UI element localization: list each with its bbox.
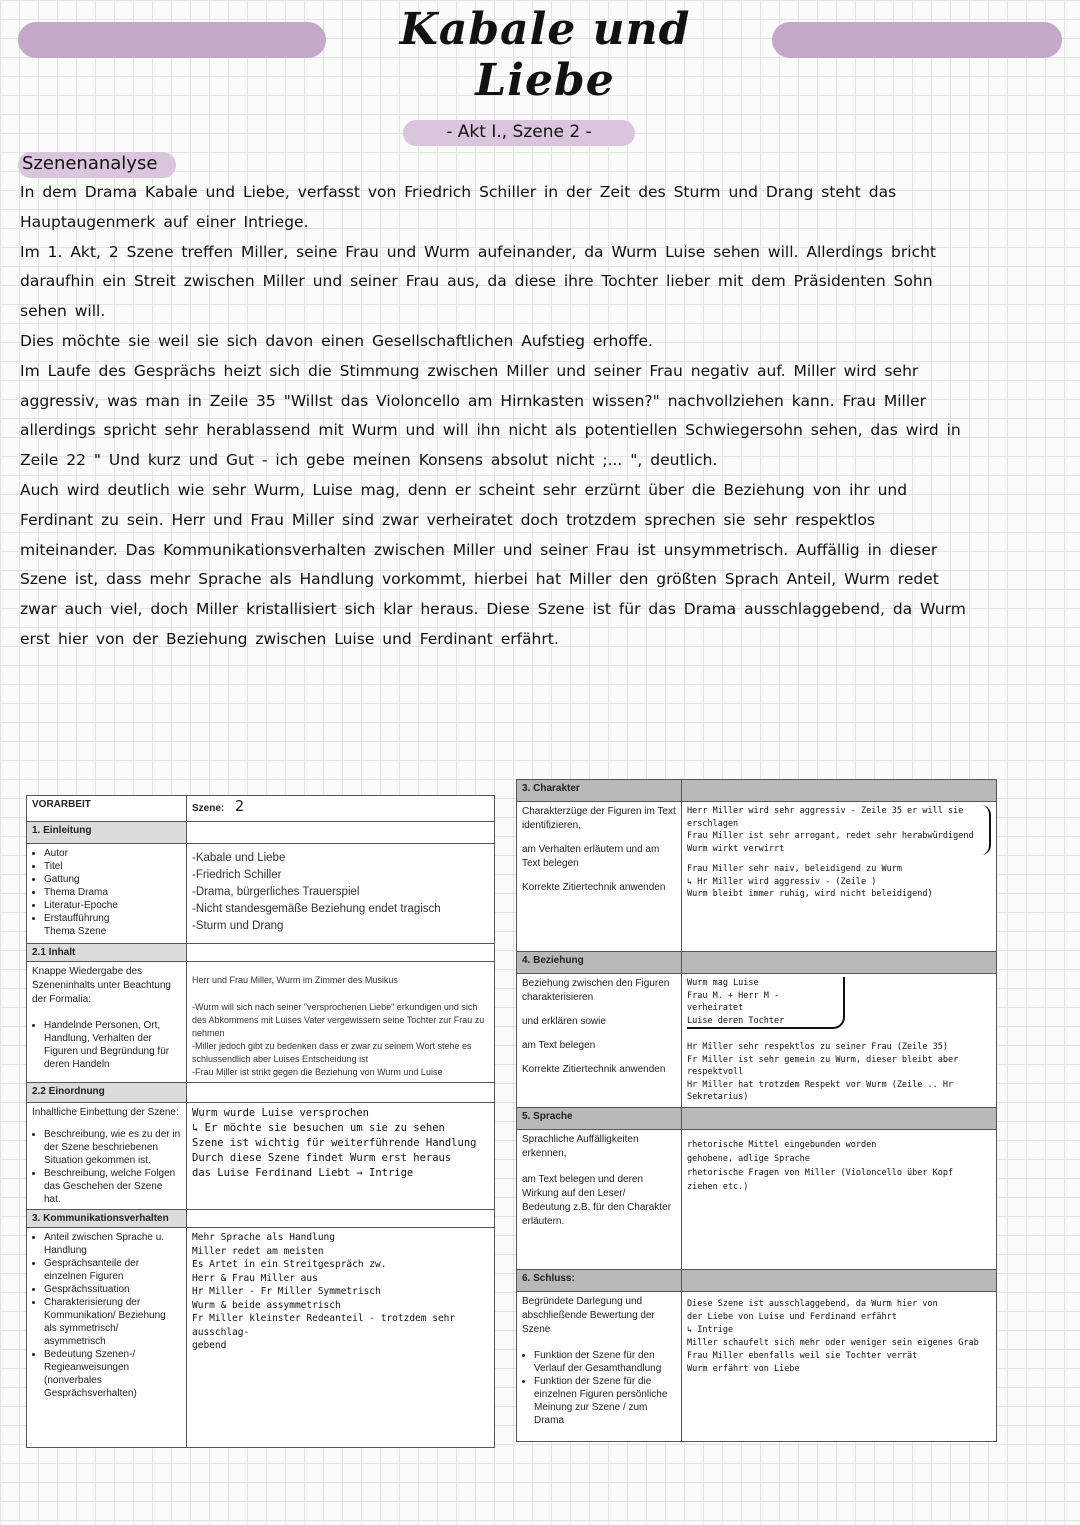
sprache-prompts — [517, 1129, 682, 1269]
prompt: Sprachliche Auffälligkeiten erkennen, — [522, 1133, 639, 1159]
charakter-answers — [682, 802, 997, 952]
einordnung-label: 2.2 Einordnung — [27, 1083, 187, 1103]
einordnung-answers — [187, 1103, 495, 1210]
inhalt-header — [27, 944, 495, 962]
einleitung-row — [27, 844, 495, 944]
answer-line: Mehr Sprache als Handlung — [192, 1232, 335, 1243]
answer-line: ↳ Intrige — [687, 1324, 734, 1335]
beziehung-row — [517, 974, 997, 1108]
charakter-header — [517, 780, 997, 802]
list-item: • Gesprächsanteile der einzelnen Figuren — [44, 1257, 181, 1283]
answer-line: gehobene, adlige Sprache — [687, 1153, 810, 1164]
einordnung-prompt: Inhaltliche Einbettung der Szene: — [32, 1107, 179, 1118]
answer-line: Fr Miller kleinster Redeanteil - trotzdem sehr ausschlag- — [192, 1313, 456, 1338]
list-item: • Charakterisierung der Kommunikation/ Beziehung als symmetrisch/ asymmetrisch — [44, 1296, 181, 1348]
answer-line: -Nicht standesgemäße Beziehung endet tragisch — [192, 903, 441, 915]
page-subtitle: - Akt I., Szene 2 - — [446, 122, 592, 142]
header-bar-left — [18, 22, 326, 58]
answer-line: Fr Miller ist sehr gemein zu Wurm, dieser bleibt aber respektvoll — [687, 1054, 959, 1077]
beziehung-header-blank — [682, 952, 997, 974]
beziehung-prompts — [517, 974, 682, 1108]
answer-line: Miller redet am meisten — [192, 1245, 324, 1257]
essay-paragraph: Dies möchte sie weil sie sich davon einen Gesellschaftlichen Aufstieg erhoffe. — [20, 331, 653, 350]
prompt: Charakterzüge der Figuren im Text identifizieren, — [522, 806, 676, 831]
einleitung-answers — [187, 844, 495, 944]
essay-paragraph: Im Laufe des Gesprächs heizt sich die Stimmung zwischen Miller und seiner Frau negativ auf. Miller wird sehr aggressiv, was man in Zeile 35 "Willst das Violoncello am Hirnkasten wissen?" nachvollziehen kann. Frau Miller allerdings spricht sehr herablassend mit Wurm und will ihn nicht als potentiellen Schwiegersohn sehen, das wird in Zeile 22 " Und kurz und Gut - ich gebe meinen Konsens absolut nicht ;... ", deutlich. — [20, 361, 961, 470]
szene-cell — [187, 796, 495, 822]
answer-line: rhetorische Fragen von Miller (Violoncello über Kopf — [687, 1167, 954, 1178]
list-item: • Titel — [44, 860, 181, 873]
vorarbeit-row — [27, 796, 495, 822]
answer-line: Durch diese Szene findet Wurm erst heraus — [192, 1152, 452, 1164]
sprache-label: 5. Sprache — [517, 1107, 682, 1129]
inhalt-header-blank — [187, 944, 495, 962]
essay-paragraph: Im 1. Akt, 2 Szene treffen Miller, seine Frau und Wurm aufeinander, da Wurm Luise sehen will. Allerdings bricht daraufhin ein Streit zwischen Miller und seiner Frau aus, da diese ihre Tochter lieber mit dem Präsidenten Sohn sehen will. — [20, 242, 936, 321]
kommunikation-answers — [187, 1228, 495, 1448]
list-item: • Gesprächssituation — [44, 1283, 181, 1296]
answer-line: das Luise Ferdinand Liebt → Intrige — [192, 1167, 414, 1179]
sprache-header-blank — [682, 1107, 997, 1129]
list-item: • Erstaufführung — [44, 912, 181, 925]
list-item: • Gattung — [44, 873, 181, 886]
list-item: • Funktion der Szene für die einzelnen Figuren persönliche Meinung zur Szene / zum Drama — [534, 1375, 676, 1427]
sprache-header — [517, 1107, 997, 1129]
answer-line: Frau Miller sehr naiv, beleidigend zu Wurm — [687, 864, 902, 874]
answer-line: Hr Miller sehr respektlos zu seiner Frau (Zeile 35) — [687, 1042, 948, 1052]
einordnung-header — [27, 1083, 495, 1103]
answer-line: -Frau Miller ist strikt gegen die Beziehung von Wurm und Luise — [192, 1067, 443, 1077]
list-item: • Bedeutung Szenen-/ Regieanweisungen (nonverbales Gesprächsverhalten) — [44, 1348, 181, 1400]
answer-line: Herr Miller wird sehr aggressiv - Zeile 35 er will sie erschlagen — [687, 806, 964, 829]
answer-line: Frau Miller ist sehr arrogant, redet sehr herabwürdigend — [687, 831, 974, 841]
schluss-header-blank — [682, 1269, 997, 1291]
schluss-row — [517, 1291, 997, 1441]
schluss-label: 6. Schluss: — [517, 1269, 682, 1291]
charakter-prompts — [517, 802, 682, 952]
answer-line: der Liebe von Luise und Ferdinand erfährt — [687, 1311, 897, 1322]
inhalt-row — [27, 962, 495, 1083]
list-item: • Thema Drama — [44, 886, 181, 899]
sprache-row — [517, 1129, 997, 1269]
answer-line: Luise deren Tochter — [687, 1015, 785, 1026]
list-item: • Literatur-Epoche — [44, 899, 181, 912]
inhalt-prompts — [27, 962, 187, 1083]
schluss-answers — [682, 1291, 997, 1441]
answer-line: -Drama, bürgerliches Trauerspiel — [192, 886, 360, 898]
einordnung-header-blank — [187, 1083, 495, 1103]
beziehung-label: 4. Beziehung — [517, 952, 682, 974]
vorarbeit-label: VORARBEIT — [27, 796, 187, 822]
list-item: • Autor — [44, 847, 181, 860]
answer-line: gebend — [192, 1340, 227, 1351]
essay-paragraph: In dem Drama Kabale und Liebe, verfasst von Friedrich Schiller in der Zeit des Sturm und Drang steht das Hauptaugenmerk auf einer Intriege. — [20, 183, 897, 231]
beziehung-answers — [682, 974, 997, 1108]
charakter-row — [517, 802, 997, 952]
inhalt-prompt: Knappe Wiedergabe des Szeneninhalts unter Beachtung der Formalia: — [32, 966, 171, 1005]
list-item: • Anteil zwischen Sprache u. Handlung — [44, 1231, 181, 1257]
answer-line: Hr Miller - Fr Miller Symmetrisch — [192, 1286, 381, 1297]
prompt: Begründete Darlegung und abschließende Bewertung der Szene — [522, 1295, 655, 1335]
answer-line: Wurm & beide assymmetrisch — [192, 1299, 341, 1311]
list-item: • Beschreibung, welche Folgen das Geschehen der Szene hat. — [44, 1167, 181, 1206]
answer-line: Szene ist wichtig für weiterführende Handlung — [192, 1137, 477, 1149]
answer-line: Es Artet in ein Streitgespräch zw. — [192, 1259, 387, 1270]
answer-line: Hr Miller hat trotzdem Respekt vor Wurm (Zeile .. Hr Sekretarius) — [687, 1079, 954, 1102]
einleitung-header-blank — [187, 822, 495, 844]
right-worksheet — [516, 779, 997, 1442]
prompt: am Text belegen und deren Wirkung auf den Leser/ Bedeutung z.B. für den Charakter erläutern. — [522, 1173, 671, 1227]
answer-line: -Miller jedoch gibt zu bedenken dass er zwar zu seinem Wort stehe es schlussendlich aber Luises Entscheidung ist — [192, 1041, 472, 1064]
answer-line: -Wurm will sich nach seiner "versprochenen Liebe" erkundigen und sich des Abkommens mit Luises Vater vergewissern seine Tochter zur Frau zu nehmen — [192, 1002, 485, 1038]
kommunikation-label: 3. Kommunikationsverhalten — [27, 1210, 187, 1228]
einleitung-header — [27, 822, 495, 844]
page-title: Kabale und Liebe — [399, 4, 691, 106]
answer-line: -Friedrich Schiller — [192, 869, 282, 881]
charakter-label: 3. Charakter — [517, 780, 682, 802]
answer-line: Frau Miller ebenfalls weil sie Tochter verrät — [687, 1350, 918, 1361]
einleitung-label: 1. Einleitung — [27, 822, 187, 844]
inhalt-answers — [187, 962, 495, 1083]
answer-line: Frau M. + Herr M - verheiratet — [687, 990, 780, 1013]
prompt: Beziehung zwischen den Figuren charakterisieren — [522, 978, 670, 1003]
answer-line: Wurm wirkt verwirrt — [687, 843, 785, 854]
answer-line: ↳ Er möchte sie besuchen um sie zu sehen — [192, 1122, 445, 1134]
sprache-answers — [682, 1129, 997, 1269]
schluss-prompts — [517, 1291, 682, 1441]
kommunikation-row — [27, 1228, 495, 1448]
einordnung-row — [27, 1103, 495, 1210]
list-item: • Funktion der Szene für den Verlauf der Gesamthandlung — [534, 1349, 676, 1375]
prompt: Korrekte Zitiertechnik anwenden — [522, 882, 666, 893]
answer-line: Herr & Frau Miller aus — [192, 1272, 318, 1284]
inhalt-answer-1: Herr und Frau Miller, Wurm im Zimmer des Musikus — [192, 975, 398, 985]
einordnung-prompts — [27, 1103, 187, 1210]
kommunikation-header-blank — [187, 1210, 495, 1228]
left-worksheet — [26, 795, 495, 1448]
answer-line: Wurm wurde Luise versprochen — [192, 1107, 370, 1119]
kommunikation-header — [27, 1210, 495, 1228]
thema-szene-label: Thema Szene — [44, 926, 107, 937]
szene-label: Szene: — [192, 803, 225, 814]
prompt: am Verhalten erläutern und am Text belegen — [522, 844, 660, 869]
essay-text — [20, 178, 970, 655]
answer-line: Diese Szene ist ausschlaggebend, da Wurm hier von — [687, 1298, 938, 1309]
answer-line: Wurm erfährt von Liebe — [687, 1363, 800, 1374]
beziehung-header — [517, 952, 997, 974]
einleitung-prompts — [27, 844, 187, 944]
header-bar-right — [772, 22, 1062, 58]
answer-line: Wurm bleibt immer ruhig, wird nicht beleidigend) — [687, 889, 933, 899]
list-item: • Handelnde Personen, Ort, Handlung, Verhalten der Figuren und Begründung für deren Handeln — [44, 1019, 181, 1071]
inhalt-label: 2.1 Inhalt — [27, 944, 187, 962]
szene-value: 2 — [235, 797, 245, 815]
answer-line: ↳ Hr Miller wird aggressiv - (Zeile ) — [687, 876, 877, 887]
kommunikation-prompts — [27, 1228, 187, 1448]
answer-line: -Sturm und Drang — [192, 920, 284, 932]
schluss-header — [517, 1269, 997, 1291]
answer-line: Miller schaufelt sich mehr oder weniger sein eigenes Grab — [687, 1337, 979, 1348]
list-item: • Beschreibung, wie es zu der in der Szene beschriebenen Situation gekommen ist. — [44, 1128, 181, 1167]
charakter-header-blank — [682, 780, 997, 802]
beziehung-answer-block — [687, 977, 845, 1029]
prompt: und erklären sowie — [522, 1016, 606, 1027]
prompt: Korrekte Zitiertechnik anwenden — [522, 1064, 666, 1075]
answer-line: ziehen etc.) — [687, 1181, 749, 1192]
essay-paragraph: Auch wird deutlich wie sehr Wurm, Luise mag, denn er scheint sehr erzürnt über die Beziehung von ihr und Ferdinant zu sein. Herr und Frau Miller sind zwar verheiratet doch trotzdem sprechen sie sehr respektlos miteinander. Das Kommunikationsverhalten zwischen Miller und seiner Frau ist unsymmetrisch. Auffällig in dieser Szene ist, dass mehr Sprache als Handlung vorkommt, hierbei hat Miller den größten Sprach Anteil, Wurm redet zwar auch viel, doch Miller kristallisiert sich klar heraus. Diese Szene ist für das Drama ausschlaggebend, da Wurm erst hier von der Beziehung zwischen Luise und Ferdinant erfährt. — [20, 480, 966, 648]
answer-line: rhetorische Mittel eingebunden worden — [687, 1139, 877, 1150]
prompt: am Text belegen — [522, 1040, 596, 1051]
section-heading: Szenenanalyse — [22, 153, 158, 174]
answer-line: -Kabale und Liebe — [192, 852, 286, 864]
charakter-answer-block — [687, 805, 991, 855]
answer-line: Wurm mag Luise — [687, 978, 759, 988]
